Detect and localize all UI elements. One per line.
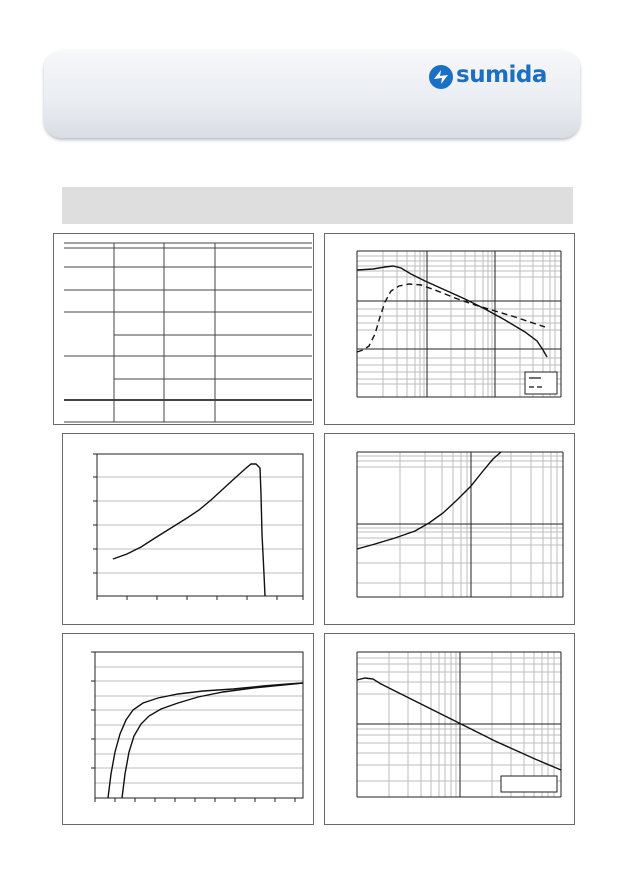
chart-panel-bottom-right xyxy=(324,633,575,825)
sumida-logo-text: sumida xyxy=(456,62,547,88)
chart-panel-middle-right xyxy=(324,433,575,625)
chart-middle-left-series xyxy=(113,464,265,596)
chart-panel-bottom-left xyxy=(62,633,314,825)
chart-panel-middle-left xyxy=(62,433,314,625)
spec-table-panel xyxy=(53,233,314,425)
chart-bottom-right xyxy=(325,634,574,824)
spec-table xyxy=(54,234,313,424)
sumida-logo-mark-icon xyxy=(428,64,454,90)
section-title-bar xyxy=(62,187,573,224)
chart-bottom-left-series-1 xyxy=(108,683,303,798)
chart-top-right-legend xyxy=(525,372,557,394)
chart-middle-left xyxy=(63,434,313,624)
chart-top-right xyxy=(325,234,574,424)
chart-middle-right xyxy=(325,434,574,624)
chart-bottom-left xyxy=(63,634,313,824)
chart-bottom-right-legend xyxy=(501,776,557,792)
sumida-logo xyxy=(428,62,552,92)
chart-panel-top-right xyxy=(324,233,575,425)
chart-top-right-series-solid xyxy=(357,266,547,357)
